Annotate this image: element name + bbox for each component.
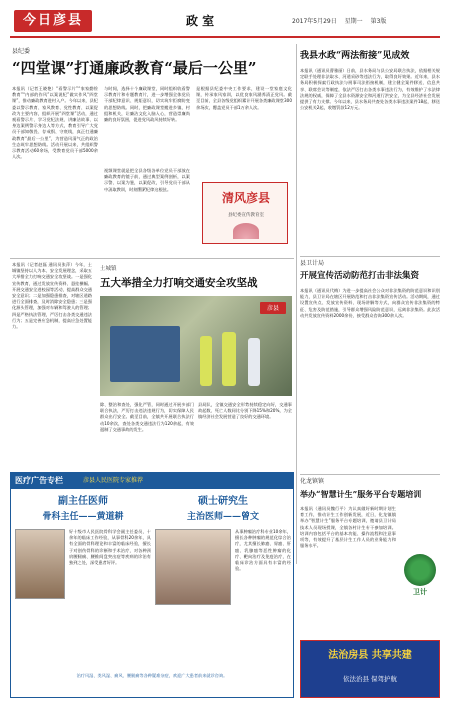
medical-ad-banner (11, 473, 293, 489)
article-illegal-fundraising (300, 256, 440, 470)
article-tag: 化龙镇镇 (300, 478, 325, 485)
clean-wind-ad-box (202, 182, 288, 244)
article-smart-family-planning (300, 474, 440, 634)
photo-officer-1 (200, 336, 212, 386)
section-rule (10, 258, 294, 259)
masthead-date: 2017年5月29日 (292, 18, 337, 25)
medical-ad-section (10, 472, 294, 698)
masthead-dateline (292, 18, 386, 26)
article-headline: 举办“智慧计生”服务平台专题培训 (300, 489, 422, 499)
article-headline: 开展宣传活动防范打击非法集资 (300, 271, 420, 281)
column-divider (296, 44, 297, 564)
doctor-name: 主治医师——曾文 (186, 512, 259, 522)
article-traffic-safety (12, 262, 292, 468)
article-body-col2: 与时间，选择十个廉政课堂，同时组织收看警示教育片和专题教育片，进一步增强全体党员干部纪律意识、规矩意识，切实筑牢拒腐防变的思想防线。同时，把廉政课堂搬进乡镇、村组和机关，让廉洁文化入脑入心，营造崇廉尚廉的良好氛围，促进党风政风持续好转。 (104, 86, 190, 123)
masthead-weekday: 星期一 (344, 18, 363, 25)
masthead-logo (14, 10, 92, 32)
article-tag: 县纪委 (12, 48, 31, 55)
clean-wind-subtitle: 县纪委宣传教育室 (228, 213, 264, 218)
doctor-title: 副主任医师 (58, 496, 108, 507)
masthead (0, 0, 450, 42)
banner-line-1: 法治房县 共享共建 (328, 650, 412, 661)
article-body-col2b: 视频课堂就是把全县各级各单位党员干部放在廉政教育的镜子前，通过典型案例剖析，以案示警、以案为鉴，以案促改，引导党员干部从中汲取教训，时刻绷紧纪律这根弦。 (104, 168, 190, 192)
article-four-lessons (12, 46, 292, 256)
doctor-card-huang (15, 493, 151, 669)
article-body-mid: 除、整治和查处，强化严管，同时通过开展多部门联合执法，严厉打击违法违规行为，切实保障人民群众出行安全。截至目前，全镇共开展联合执法行动10余次，查处各类交通违法行为120余起，有效遏制了交通事故的发生。 (100, 402, 194, 432)
health-logo-text: 卫计 (413, 588, 427, 596)
article-body-right: 县局队，全镇交通安全形势持续稳定向好，交通事故起数、死亡人数同比分别下降15%和20%，为全镇经济社会发展营造了良好的交通环境。 (198, 402, 292, 420)
photo-badge (260, 302, 286, 314)
photo-officer-3 (248, 338, 260, 386)
article-body: 本报讯（记者王晓艳）“看警示片”“家家勤俭教育”“内部的作风”以案说纪”做实作风“四堂课”，推动廉政教育进村入户。今年以来，县纪委以警示教育、家风教育、党性教育、以案促改为主要内容，组织开展“四堂课”活动，通过观看警示片、学习党纪法规、讲廉洁故事、以身边案例警示身边人等方式，教育引导广大党员干部知敬畏、存戒惧、守底线，真正打通廉政教育“最后一公里”，为营造风清气正的政治生态筑牢思想防线。活动开展以来，共组织警示教育活动60余场，受教育党员干部5000余人次。 (12, 86, 98, 160)
banner-line-2: 依法治县 保驾护航 (342, 675, 398, 683)
section-rule (300, 256, 440, 257)
article-tag: 土城镇 (100, 266, 117, 272)
masthead-rule (10, 36, 440, 38)
masthead-logo-text: 今日彦县 (22, 13, 83, 28)
article-headline: “四堂课”打通廉政教育“最后一公里” (12, 59, 257, 77)
lotus-decoration (233, 223, 259, 239)
rule-of-law-banner (300, 640, 440, 698)
traffic-police-photo (100, 296, 292, 396)
doctor-name: 骨科主任——黄道耕 (42, 512, 124, 522)
doctor-title: 硕士研究生 (198, 496, 248, 507)
medical-ad-banner-title: 医疗广告专栏 (15, 476, 63, 485)
article-body: 本报讯（通讯员曹雅丽）日前，县水务局与县公安局联合执法，依据相关规定联手处理非法取水、河道采砂等违法行为，取得良好效果。近年来，县水务局积极探索行政执法与刑事司法衔接机制，建立健全案件移送、信息共享、联席会议等制度，依法严厉打击各类水事违法行为，有效维护了水法律法规的权威，保障了全县水资源安全和河道行洪安全，为全县经济社会发展提供了有力支撑。今年以来，县水务局共查处各类水事违法案件18起，移送公安机关2起，收缴罚款12万元。 (300, 68, 440, 111)
article-body: 本报讯（通讯员代梅）为进一步提高社会公众对非法集资的防范意识和识别能力，县卫计局在辖区开展防范和打击非法集资宣传活动。活动期间，通过设置宣传点、发放宣传资料、现场讲解等方式，向群众宣传非法集资的特征、危害及防范措施，引导群众增强风险防范意识，远离非法集资。此次活动共发放宣传资料2000余份，接受群众咨询300余人次。 (300, 288, 440, 318)
clean-wind-title: 清风彦县 (221, 191, 270, 205)
photo-badge-text: 彦县 (266, 304, 279, 312)
doctor-bio: 好十级市人民医院骨科学会副主任委员，十余年的临床工作经验，从事骨科20余年，具有全面的骨科理论和丰富的临床经验，擅长于对创伤骨科的诊断和手术治疗，对各种颈肩腰腿痛、腰椎间盘突出症等疾病的诊治有独到之处，深受患者好评。 (69, 529, 151, 566)
medical-ad-footer: 治疗风湿、类风湿、痛风、腰腿痛等各种疑难杂症，欢迎广大患者前来就诊咨询。 (76, 673, 228, 678)
photo-officer-2 (222, 332, 236, 386)
doctor-card-zeng (155, 493, 291, 669)
article-body: 本报讯（通讯员魏行平）为认真做好新时期计划生育工作，推动计生工作创新发展，近日，化龙镇镇举办“智慧计生”服务平台专题培训，邀请县卫计局技术人员现场授课，全镇各村计生专干参加培训。培训内容包括平台的基本功能、操作流程和注意事项等，有效提升了基层计生工作人员的业务能力和服务水平。 (300, 506, 396, 549)
doctor-photo-zeng (155, 529, 231, 605)
article-tag: 县卫计局 (300, 260, 325, 267)
health-logo-icon (404, 554, 436, 586)
medical-ad-subtitle: 彦县人民医院专家推荐 (83, 477, 144, 484)
masthead-section: 政 室 (186, 14, 215, 28)
article-headline: 五大举措全力打响交通安全攻坚战 (100, 277, 258, 289)
article-headline: 我县水政“两法衔接”见成效 (300, 51, 410, 61)
health-logo (400, 554, 440, 604)
photo-truck (110, 326, 180, 382)
article-water-policy (300, 46, 440, 250)
article-body-left: 本报讯（记者赵磊 通讯员张萍）今年，土城镇坚持以人为本、安全发展理念，采取五大举措全力打响交通安全攻坚战。一是强化宣传教育，通过发放宣传资料、悬挂横幅、开展交通安全进校园等活动，提高群众交通安全意识；二是加强隐患排查，对辖区道路进行全面排查，及时消除安全隐患；三是强化源头管理，加强对车辆和驾驶人的管理；四是严格执法管理，严厉打击各类交通违法行为；五是完善应急机制，提高应急处置能力。 (12, 262, 92, 330)
masthead-page: 第3版 (370, 18, 387, 25)
doctor-photo-huang (15, 529, 65, 599)
section-rule (300, 474, 440, 475)
doctor-bio: 从事肿瘤治疗科专业10余年，擅长各种肿瘤的规范化综合治疗，尤其擅长肺癌、胃癌、肝癌、乳腺癌等恶性肿瘤的化疗、靶向治疗及免疫治疗，在临床诊治方面具有丰富的经验。 (235, 529, 291, 572)
article-body-col3: 是根据县纪委中央工作要求，建设一堂家庭文化课，传承家风家训，以优良家风涵养清正党风。截至目前，全县各级党组织累计开展各类廉政课堂300余场次，覆盖党员干部1万余人次。 (196, 86, 292, 110)
